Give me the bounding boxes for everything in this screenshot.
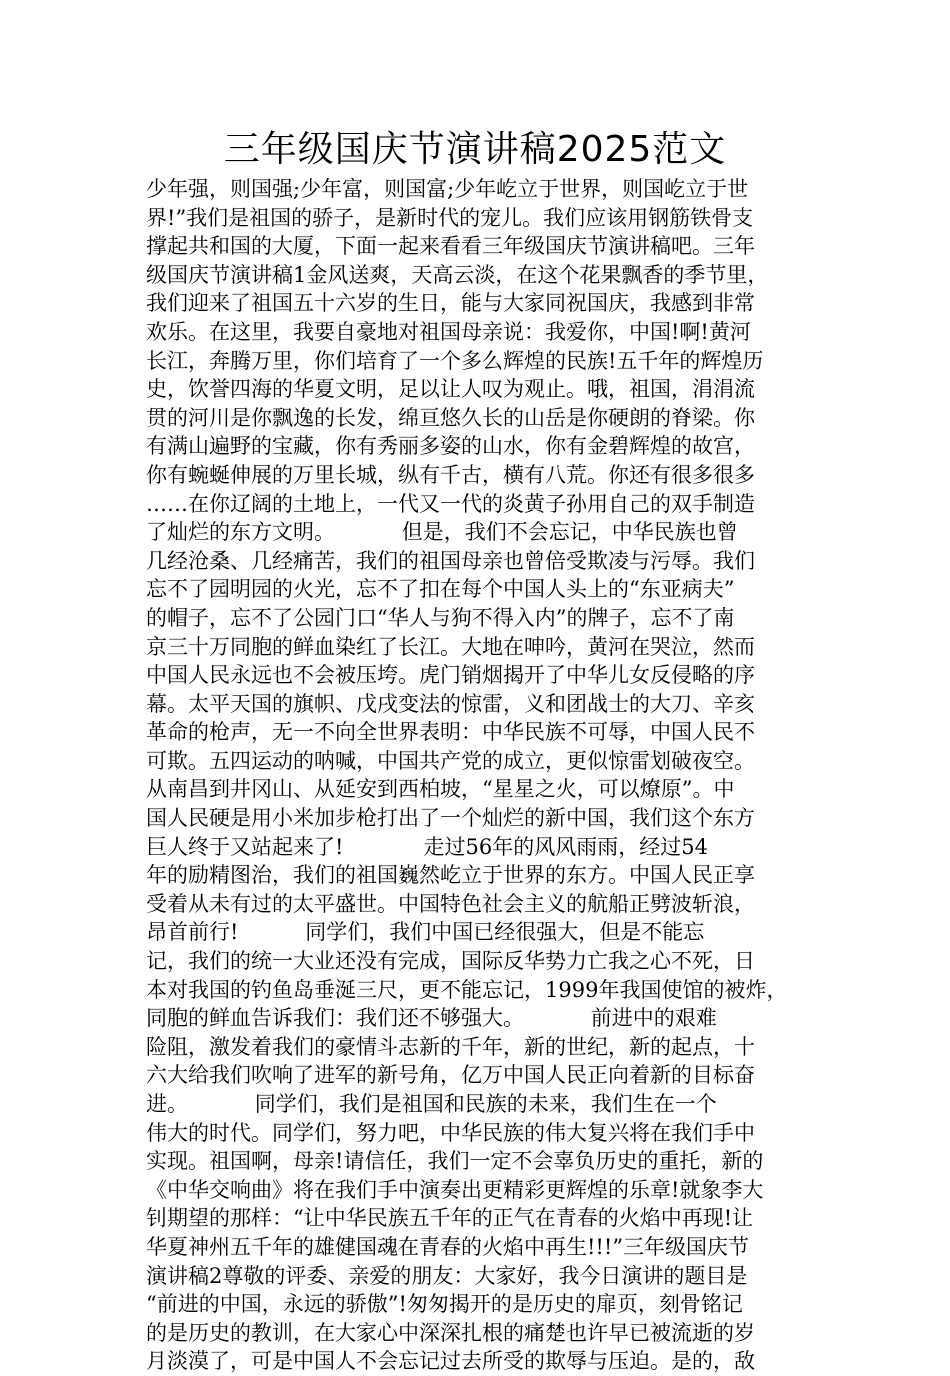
- body-line: 记，我们的统一大业还没有完成，国际反华势力亡我之心不死，日: [146, 949, 755, 974]
- body-line: 忘不了园明园的火光，忘不了扣在每个中国人头上的“东亚病夫”: [146, 577, 735, 602]
- body-line: 史，饮誉四海的华夏文明，足以让人叹为观止。哦，祖国，涓涓流: [146, 377, 755, 402]
- body-line: ……在你辽阔的土地上，一代又一代的炎黄子孙用自己的双手制造: [146, 491, 755, 516]
- body-line: 从南昌到井冈山、从延安到西柏坡，“星星之火，可以燎原”。中: [146, 777, 735, 802]
- body-line: 伟大的时代。同学们，努力吧，中华民族的伟大复兴将在我们手中: [146, 1120, 755, 1145]
- document-title: 三年级国庆节演讲稿2025范文: [223, 129, 727, 170]
- body-line: 撑起共和国的大厦，下面一起来看看三年级国庆节演讲稿吧。三年: [146, 234, 755, 259]
- body-line: 你有蜿蜒伸展的万里长城，纵有千古，横有八荒。你还有很多很多: [146, 462, 755, 487]
- body-line: 险阻，激发着我们的豪情斗志新的千年，新的世纪，新的起点，十: [146, 1034, 755, 1059]
- document-body: [146, 175, 826, 1376]
- body-line: 演讲稿2尊敬的评委、亲爱的朋友：大家好，我今日演讲的题目是: [146, 1263, 748, 1288]
- body-line: “前进的中国，永远的骄傲”!匆匆揭开的是历史的扉页，刻骨铭记: [146, 1292, 743, 1317]
- body-line: 《中华交响曲》将在我们手中演奏出更精彩更辉煌的乐章!就象李大: [146, 1177, 764, 1202]
- body-line: 巨人终于又站起来了! 走过56年的风风雨雨，经过54: [146, 834, 708, 859]
- body-line: 贯的河川是你飘逸的长发，绵亘悠久长的山岳是你硬朗的脊梁。你: [146, 405, 755, 430]
- body-line: 革命的枪声，无一不向全世界表明：中华民族不可辱，中国人民不: [146, 720, 755, 745]
- body-line: 有满山遍野的宝藏，你有秀丽多姿的山水，你有金碧辉煌的故宫，: [146, 434, 755, 459]
- body-line: 钊期望的那样：“让中华民族五千年的正气在青春的火焰中再现!让: [146, 1206, 754, 1231]
- body-line: 月淡漠了，可是中国人不会忘记过去所受的欺辱与压迫。是的，敌: [146, 1349, 755, 1374]
- body-line: 华夏神州五千年的雄健国魂在青春的火焰中再生!!!”三年级国庆节: [146, 1234, 750, 1259]
- body-line: 受着从未有过的太平盛世。中国特色社会主义的航船正劈波斩浪，: [146, 891, 755, 916]
- body-line: 欢乐。在这里，我要自豪地对祖国母亲说：我爱你，中国!啊!黄河: [146, 319, 751, 344]
- body-line: 六大给我们吹响了进军的新号角，亿万中国人民正向着新的目标奋: [146, 1063, 755, 1088]
- body-line: 中国人民永远也不会被压垮。虎门销烟揭开了中华儿女反侵略的序: [146, 663, 755, 688]
- body-line: 几经沧桑、几经痛苦，我们的祖国母亲也曾倍受欺凌与污辱。我们: [146, 548, 755, 573]
- body-line: 国人民硬是用小米加步枪打出了一个灿烂的新中国，我们这个东方: [146, 806, 755, 831]
- body-line: 年的励精图治，我们的祖国巍然屹立于世界的东方。中国人民正享: [146, 863, 755, 888]
- body-line: 昂首前行! 同学们，我们中国已经很强大，但是不能忘: [146, 920, 705, 945]
- body-line: 本对我国的钓鱼岛垂涎三尺，更不能忘记，1999年我国使馆的被炸，: [146, 977, 788, 1002]
- body-line: 的是历史的教训，在大家心中深深扎根的痛楚也许早已被流逝的岁: [146, 1320, 755, 1345]
- body-line: 可欺。五四运动的呐喊，中国共产党的成立，更似惊雷划破夜空。: [146, 748, 755, 773]
- body-line: 级国庆节演讲稿1金风送爽，天高云淡，在这个花果飘香的季节里，: [146, 262, 769, 287]
- body-line: 实现。祖国啊，母亲!请信任，我们一定不会辜负历史的重托，新的: [146, 1149, 764, 1174]
- body-line: 京三十万同胞的鲜血染红了长江。大地在呻吟，黄河在哭泣，然而: [146, 634, 755, 659]
- body-line: 我们迎来了祖国五十六岁的生日，能与大家同祝国庆，我感到非常: [146, 291, 755, 316]
- body-line: 的帽子，忘不了公园门口“华人与狗不得入内”的牌子，忘不了南: [146, 605, 735, 630]
- body-line: 长江，奔腾万里，你们培育了一个多么辉煌的民族!五千年的辉煌历: [146, 348, 764, 373]
- body-line: 了灿烂的东方文明。 但是，我们不会忘记，中华民族也曾: [146, 520, 738, 545]
- body-line: 少年强，则国强;少年富，则国富;少年屹立于世界，则国屹立于世: [146, 177, 749, 201]
- body-line: 幕。太平天国的旗帜、戊戌变法的惊雷，义和团战士的大刀、辛亥: [146, 691, 755, 716]
- body-line: 进。 同学们，我们是祖国和民族的未来，我们生在一个: [146, 1092, 717, 1116]
- body-line: 界!”我们是祖国的骄子，是新时代的宠儿。我们应该用钢筋铁骨支: [146, 205, 754, 230]
- body-line: 同胞的鲜血告诉我们：我们还不够强大。 前进中的艰难: [146, 1006, 717, 1031]
